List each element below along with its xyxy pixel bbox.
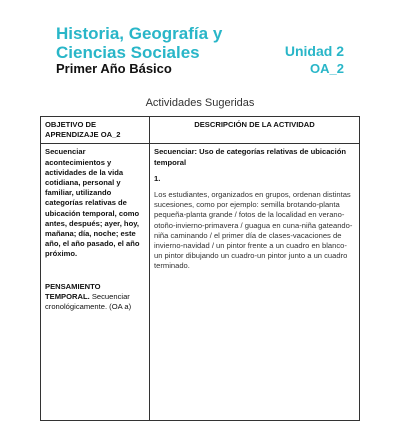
skill-text [45, 282, 145, 313]
activity-text: Los estudiantes, organizados en grupos, ordenan distintas sucesiones, como por ejemplo: semilla brotando-planta pequeña-planta grande / fotos de la localidad en verano-otoño-invierno-primavera / guagua en cuna-niña gateando-niña caminando / el primer día de clases-vacaciones de invierno-navidad / un pintor frente a un cuadro en blanco-un pintor dibujando un cuadro-un pintor junto a un cuadro terminado. [154, 190, 353, 271]
activity-number: 1. [154, 173, 161, 183]
skill-label: PENSAMIENTO TEMPORAL. [45, 281, 101, 301]
objective-cell [41, 144, 150, 421]
description-column-header: DESCRIPCIÓN DE LA ACTIVIDAD [150, 117, 360, 144]
activity-title: Secuenciar: Uso de categorías relativas de ubicación temporal [154, 147, 347, 167]
table-header-row [41, 117, 360, 144]
objective-column-header: OBJETIVO DE APRENDIZAJE OA_2 [41, 117, 150, 144]
section-title: Actividades Sugeridas [145, 97, 255, 109]
table-row [41, 144, 360, 421]
unit-label: Unidad 2 [284, 43, 344, 59]
oa-label: OA_2 [310, 61, 344, 76]
objective-text: Secuenciar acontecimientos y actividades de la vida cotidiana, personal y familiar, utilizando categorías relativas de ubicación temporal, como antes, después; ayer, hoy, mañana; día, noche; este año, el año pasado, el año próximo. [45, 147, 140, 259]
subject-title: Historia, Geografía y Ciencias Sociales [56, 24, 223, 62]
grade-label: Primer Año Básico [56, 61, 172, 76]
activities-table [40, 116, 360, 421]
description-cell [150, 144, 360, 421]
skill-description: Secuenciar cronológicamente. (OA a) [45, 291, 132, 312]
